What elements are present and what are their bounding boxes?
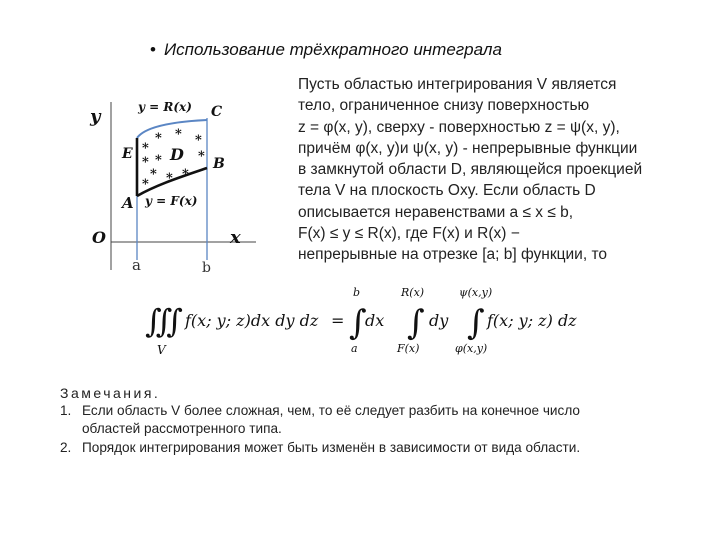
- middle-integral-sign: ∫: [407, 303, 425, 343]
- upper-curve-label: y = R(x): [138, 100, 192, 114]
- tick-label-a: a: [132, 256, 141, 274]
- outer-upper-limit: b: [353, 286, 361, 299]
- remark-line: областей рассмотренного типа.: [82, 421, 282, 437]
- paragraph-line: Пусть областью интегрирования V является: [298, 76, 617, 93]
- hatch-star: *: [198, 149, 205, 164]
- middle-lower-limit: F(x): [397, 342, 420, 355]
- triple-integral-formula: [145, 280, 615, 360]
- lower-curve-label: y = F(x): [145, 194, 198, 208]
- paragraph-line: в замкнутой области D, являющейся проекцией: [298, 161, 643, 179]
- paragraph-line: F(x) ≤ y ≤ R(x), где F(x) и R(x) −: [298, 225, 520, 243]
- remark-item: [60, 439, 700, 457]
- hatch-star: *: [182, 167, 189, 182]
- middle-differential: dy: [429, 311, 449, 330]
- paragraph-line: z = φ(x, y), сверху - поверхностью z = ψ(x, y),: [298, 118, 620, 136]
- outer-integral-sign: ∫: [349, 303, 367, 343]
- paragraph-line: непрерывные на отрезке [a; b] функции, то: [298, 246, 607, 264]
- equals-sign: =: [331, 311, 345, 330]
- middle-upper-limit: R(x): [401, 286, 425, 299]
- hatch-star: *: [142, 177, 149, 192]
- remarks-section: [60, 384, 700, 457]
- triple-integral-sign: ∭: [145, 302, 183, 340]
- hatch-star: *: [150, 167, 157, 182]
- inner-lower-limit: φ(x,y): [455, 342, 488, 355]
- tick-label-b: b: [202, 260, 211, 276]
- remark-item: [60, 402, 700, 438]
- remark-line: Если область V более сложная, чем, то её следует разбить на конечное число: [82, 403, 580, 419]
- remarks-title: Замечания.: [60, 385, 161, 401]
- hatch-star: *: [166, 171, 173, 186]
- bullet-icon: •: [150, 40, 156, 59]
- corner-label-a: A: [122, 194, 134, 212]
- description-paragraph: [298, 74, 708, 266]
- remark-number: 1.: [60, 403, 72, 419]
- triple-integral-domain: V: [157, 343, 166, 357]
- outer-differential: dx: [365, 311, 385, 330]
- hatch-star: *: [142, 141, 149, 156]
- heading-title: Использование трёхкратного интеграла: [163, 40, 502, 59]
- inner-integrand: f(x; y; z) dz: [487, 311, 577, 330]
- hatch-star: *: [155, 153, 162, 168]
- paragraph-line: описывается неравенствами a ≤ x ≤ b,: [298, 203, 574, 221]
- inner-integral-sign: ∫: [467, 303, 485, 343]
- hatch-star: *: [175, 127, 182, 142]
- paragraph-line: тело, ограниченное снизу поверхностью: [298, 97, 590, 115]
- hatch-star: *: [195, 133, 202, 148]
- origin-label: O: [92, 228, 106, 247]
- triple-integral-integrand: f(x; y; z)dx dy dz: [185, 311, 319, 330]
- axis-y-label: y: [90, 106, 101, 127]
- outer-lower-limit: a: [351, 342, 358, 355]
- slide-heading: [150, 40, 502, 60]
- paragraph-line: тела V на плоскость Oxy. Если область D: [298, 182, 596, 200]
- region-label-d: D: [170, 145, 184, 164]
- remark-number: 2.: [60, 439, 72, 455]
- hatch-star: *: [142, 155, 149, 170]
- hatch-star: *: [155, 131, 162, 146]
- corner-label-c: C: [211, 104, 223, 120]
- inner-upper-limit: ψ(x,y): [459, 286, 493, 299]
- paragraph-line: причём φ(x, y)и ψ(x, y) - непрерывные функции: [298, 139, 638, 157]
- remark-line: Порядок интегрирования может быть изменён в зависимости от вида области.: [82, 439, 581, 455]
- region-diagram: [86, 92, 286, 282]
- corner-label-e: E: [122, 146, 133, 162]
- axis-x-label: x: [230, 227, 241, 248]
- corner-label-b: B: [213, 156, 225, 172]
